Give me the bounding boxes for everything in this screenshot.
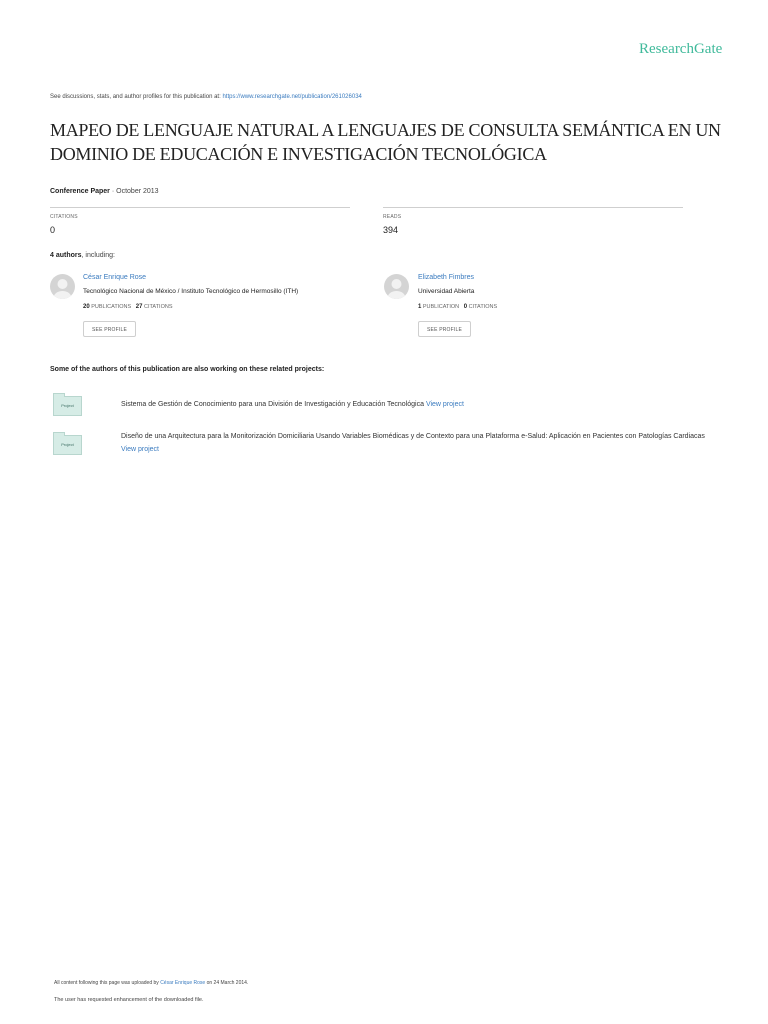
authors-count-line	[50, 252, 115, 259]
author-citations-count: 0	[463, 304, 468, 310]
author-citations-label: CITATIONS	[143, 304, 173, 310]
author-affiliation: Universidad Abierta	[418, 288, 475, 295]
related-projects-heading: Some of the authors of this publication are also working on these related projects:	[50, 366, 325, 373]
citations-label: CITATIONS	[50, 214, 78, 220]
project-title: Diseño de una Arquitectura para la Monitorización Domiciliaria Usando Variables Biomédicas y de Contexto para una Plataforma e-Salud: Aplicación en Pacientes con Patologías Cardiacas	[121, 433, 705, 440]
project-folder-icon[interactable]	[53, 396, 82, 416]
reads-divider	[383, 207, 683, 208]
upload-note	[54, 980, 248, 986]
publication-date: · October 2013	[109, 188, 159, 195]
author-citations-label: CITATIONS	[468, 304, 498, 310]
author-name[interactable]: Elizabeth Fimbres	[418, 274, 475, 281]
related-project-item	[121, 398, 721, 411]
project-icon-label: Project	[61, 403, 74, 408]
user-silhouette-icon	[50, 274, 75, 299]
enhancement-request-note: The user has requested enhancement of the downloaded file.	[54, 997, 204, 1003]
see-profile-button[interactable]: SEE PROFILE	[418, 321, 471, 337]
author-stats	[418, 304, 497, 310]
publication-url-link[interactable]: https://www.researchgate.net/publication/261026034	[222, 94, 362, 100]
view-project-link[interactable]: View project	[425, 401, 464, 408]
citations-value: 0	[50, 225, 56, 235]
researchgate-logo[interactable]: ResearchGate	[639, 41, 723, 57]
authors-including: , including:	[81, 252, 115, 259]
author-citations-count: 27	[135, 304, 143, 310]
author-publications-count: 1	[418, 304, 422, 310]
project-folder-icon[interactable]	[53, 435, 82, 455]
author-stats	[83, 304, 173, 310]
publication-type-line	[50, 188, 159, 195]
author-publications-count: 20	[83, 304, 90, 310]
citations-divider	[50, 207, 350, 208]
discussions-line	[50, 94, 362, 100]
reads-label: READS	[383, 214, 402, 220]
reads-value: 394	[383, 225, 399, 235]
author-avatar[interactable]	[384, 274, 409, 299]
author-publications-label: PUBLICATION	[422, 304, 460, 310]
author-name[interactable]: César Enrique Rose	[83, 274, 147, 281]
author-affiliation: Tecnológico Nacional de México / Instituto Tecnológico de Hermosillo (ITH)	[83, 288, 299, 295]
publication-type: Conference Paper	[50, 188, 110, 195]
project-title: Sistema de Gestión de Conocimiento para una División de Investigación y Educación Tecnológica	[121, 401, 426, 408]
publication-title: MAPEO DE LENGUAJE NATURAL A LENGUAJES DE CONSULTA SEMÁNTICA EN UN DOMINIO DE EDUCACIÓN E INVESTIGACIÓN TECNOLÓGICA	[50, 120, 721, 164]
see-profile-button[interactable]: SEE PROFILE	[83, 321, 136, 337]
project-icon-label: Project	[61, 442, 74, 447]
uploader-link[interactable]: César Enrique Rose	[160, 980, 206, 986]
user-silhouette-icon	[384, 274, 409, 299]
author-publications-label: PUBLICATIONS	[91, 304, 132, 310]
authors-count: 4 authors	[50, 252, 82, 259]
discussions-text: See discussions, stats, and author profiles for this publication at:	[50, 94, 223, 100]
upload-prefix: All content following this page was uploaded by	[54, 980, 161, 986]
related-project-item	[121, 430, 721, 456]
upload-suffix: on 24 March 2014.	[205, 980, 249, 986]
view-project-link[interactable]: View project	[121, 446, 160, 453]
author-avatar[interactable]	[50, 274, 75, 299]
